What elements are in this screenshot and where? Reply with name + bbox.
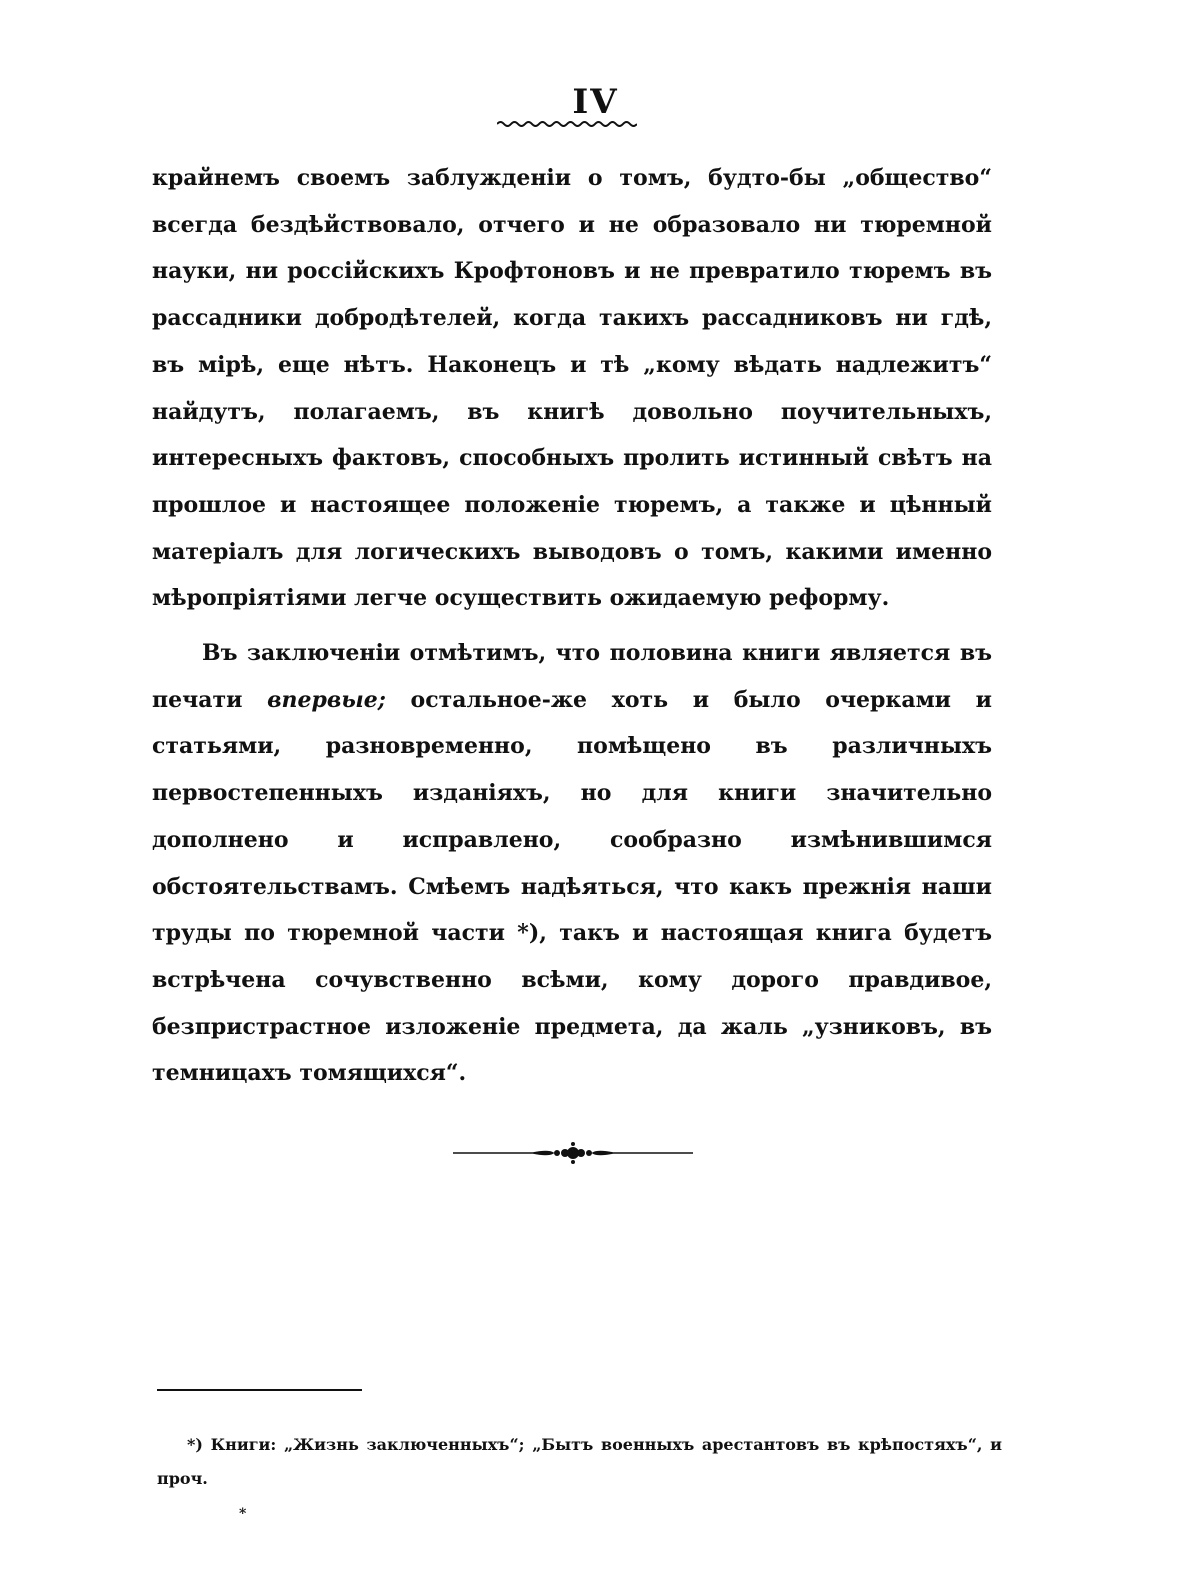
end-ornament [453, 1138, 693, 1168]
paragraph-2-text-start: Въ заключеніи отмѣтимъ, что половина книги является въ печати [152, 640, 992, 713]
wavy-rule-ornament [497, 120, 637, 128]
signature-mark: * [239, 1506, 247, 1522]
footnote-rule [157, 1389, 362, 1391]
body-text [152, 155, 992, 1097]
page-number: IV [572, 82, 619, 122]
emphasized-word: впервые; [267, 686, 386, 713]
paragraph-1 [152, 155, 992, 622]
paragraph-2-text-end: остальное-же хоть и было очерками и статьями, разновременно, помѣщено въ различныхъ первостепенныхъ изданіяхъ, но для книги значительно дополнено и исправлено, сообразно измѣнившимся обстоятельствамъ. Смѣемъ надѣяться, что какъ прежнія наши труды по тюремной части *), такъ и настоящая книга будетъ встрѣчена сочувственно всѣми, кому дорого правдивое, безпристрастное изложеніе предмета, да жаль „узниковъ, въ темницахъ томящихся“. [152, 686, 992, 1087]
paragraph-1-text: крайнемъ своемъ заблужденіи о томъ, будто-бы „общество“ всегда бездѣйствовало, отчего и не образовало ни тюремной науки, ни россійскихъ Крофтоновъ и не превратило тюремъ въ рассадники добродѣтелей, когда такихъ рассадниковъ ни гдѣ, въ мірѣ, еще нѣтъ. Наконецъ и тѣ „кому вѣдать надлежитъ“ найдутъ, полагаемъ, въ книгѣ довольно поучительныхъ, интересныхъ фактовъ, способныхъ пролить истинный свѣтъ на прошлое и настоящее положеніе тюремъ, а также и цѣнный матеріалъ для логическихъ выводовъ о томъ, какими именно мѣропріятіями легче осуществить ожидаемую реформу. [152, 165, 992, 612]
footnote: *) Книги: „Жизнь заключенныхъ“; „Бытъ военныхъ арестантовъ въ крѣпостяхъ“, и проч. [157, 1435, 1002, 1488]
paragraph-2 [152, 630, 992, 1097]
